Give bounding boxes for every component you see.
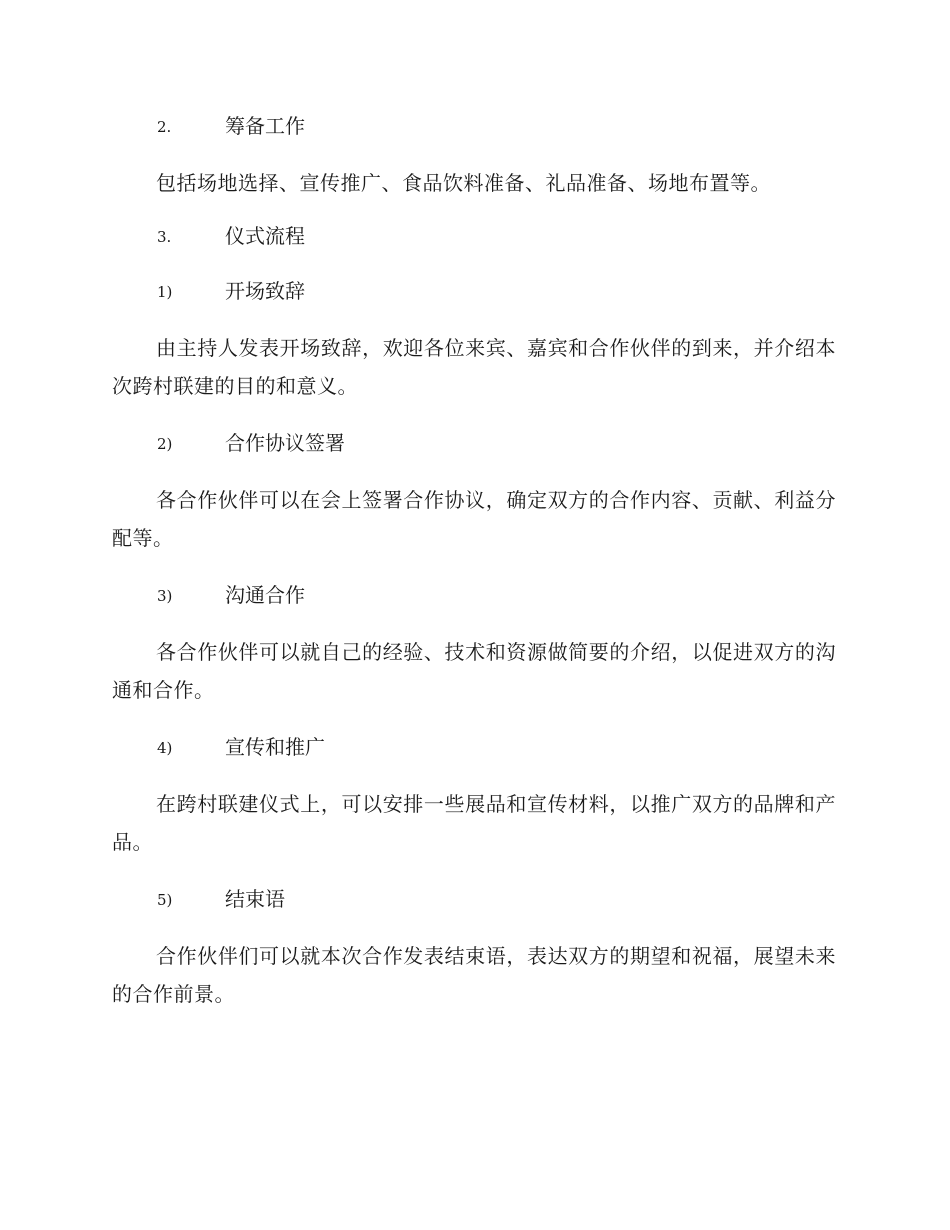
subsection-number: 5): [157, 891, 173, 909]
paragraph-preparation: 包括场地选择、宣传推广、食品饮料准备、礼品准备、场地布置等。: [156, 171, 771, 195]
subsection-number: 2): [157, 435, 173, 453]
section-title: 仪式流程: [225, 224, 305, 248]
subsection-title: 开场致辞: [225, 279, 305, 303]
subsection-number: 4): [157, 739, 173, 757]
paragraph-closing-remarks: 合作伙伴们可以就本次合作发表结束语，表达双方的期望和祝福，展望未来的合作前景。: [112, 944, 836, 1006]
section-number: 3.: [157, 228, 172, 246]
paragraph-opening-speech: 由主持人发表开场致辞，欢迎各位来宾、嘉宾和合作伙伴的到来，并介绍本次跨村联建的目的和意义。: [112, 336, 836, 398]
subsection-title: 沟通合作: [225, 583, 305, 607]
section-number: 2.: [157, 118, 172, 136]
section-title: 筹备工作: [225, 114, 305, 138]
paragraph-promotion: 在跨村联建仪式上，可以安排一些展品和宣传材料，以推广双方的品牌和产品。: [112, 792, 836, 854]
paragraph-agreement-signing: 各合作伙伴可以在会上签署合作协议，确定双方的合作内容、贡献、利益分配等。: [112, 488, 836, 550]
subsection-title: 合作协议签署: [225, 431, 345, 455]
subsection-number: 1): [157, 283, 173, 301]
paragraph-communication: 各合作伙伴可以就自己的经验、技术和资源做简要的介绍，以促进双方的沟通和合作。: [112, 640, 836, 702]
subsection-number: 3): [157, 587, 173, 605]
subsection-title: 宣传和推广: [225, 735, 325, 759]
subsection-title: 结束语: [225, 887, 285, 911]
